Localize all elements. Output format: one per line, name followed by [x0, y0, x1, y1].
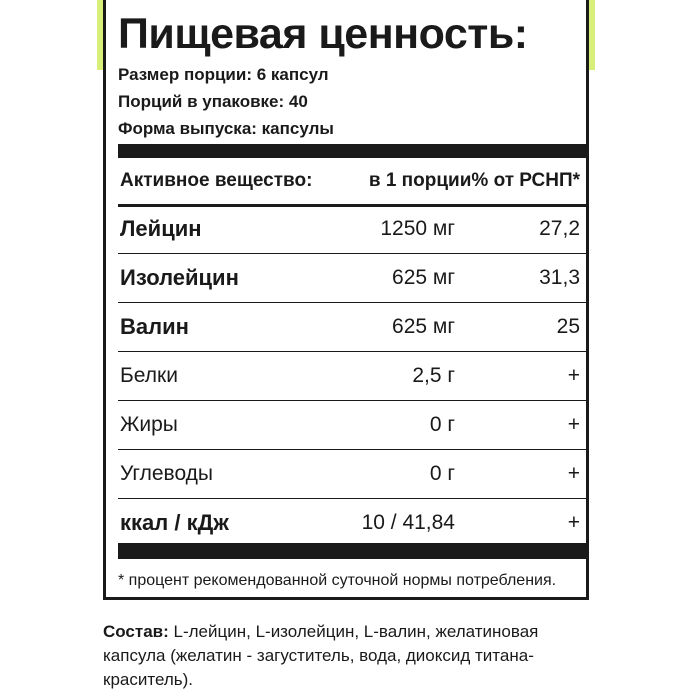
header-name: Активное вещество:	[120, 170, 313, 191]
row-percent: 25	[556, 315, 580, 338]
row-name: Лейцин	[120, 216, 202, 241]
footnote: * процент рекомендованной суточной нормы потребления.	[118, 572, 557, 589]
table-row	[118, 352, 580, 400]
servings-per-pack: Порций в упаковке: 40	[118, 92, 308, 111]
row-percent: +	[567, 462, 580, 485]
row-name: Жиры	[120, 413, 178, 436]
table-row	[118, 254, 580, 302]
footer-bar	[118, 543, 588, 559]
serving-size: Размер порции: 6 капсул	[118, 65, 329, 84]
table-row	[118, 401, 580, 449]
row-name: ккал / кДж	[120, 510, 229, 535]
composition-label: Состав:	[103, 622, 169, 641]
page-title: Пищевая ценность:	[118, 10, 528, 58]
row-percent: 31,3	[539, 266, 580, 289]
accent-stripe-right	[589, 0, 595, 70]
row-amount: 625 мг	[392, 315, 455, 338]
row-name: Белки	[120, 364, 178, 387]
row-amount: 625 мг	[392, 266, 455, 289]
release-form: Форма выпуска: капсулы	[118, 119, 334, 138]
table-header	[118, 157, 580, 205]
row-name: Углеводы	[120, 462, 214, 485]
row-percent: 27,2	[539, 217, 580, 240]
row-amount: 1250 мг	[380, 217, 455, 240]
row-amount: 2,5 г	[412, 364, 455, 387]
table-row	[118, 205, 580, 253]
row-name: Валин	[120, 314, 189, 339]
header-percent: % от РСНП*	[471, 170, 580, 191]
row-name: Изолейцин	[120, 265, 239, 290]
table-row	[118, 499, 580, 547]
table-row	[118, 450, 580, 498]
header-amount: в 1 порции	[368, 170, 472, 191]
row-percent: +	[567, 413, 580, 436]
composition	[103, 620, 603, 692]
composition-text: L-лейцин, L-изолейцин, L-валин, желатиновая капсула (желатин - загуститель, вода, диоксид титана-краситель).	[103, 622, 539, 689]
header-bar-top	[118, 144, 588, 158]
row-amount: 0 г	[429, 462, 455, 485]
row-amount: 10 / 41,84	[361, 511, 455, 534]
row-amount: 0 г	[429, 413, 455, 436]
table-row	[118, 303, 580, 351]
row-percent: +	[567, 511, 580, 534]
row-percent: +	[567, 364, 580, 387]
